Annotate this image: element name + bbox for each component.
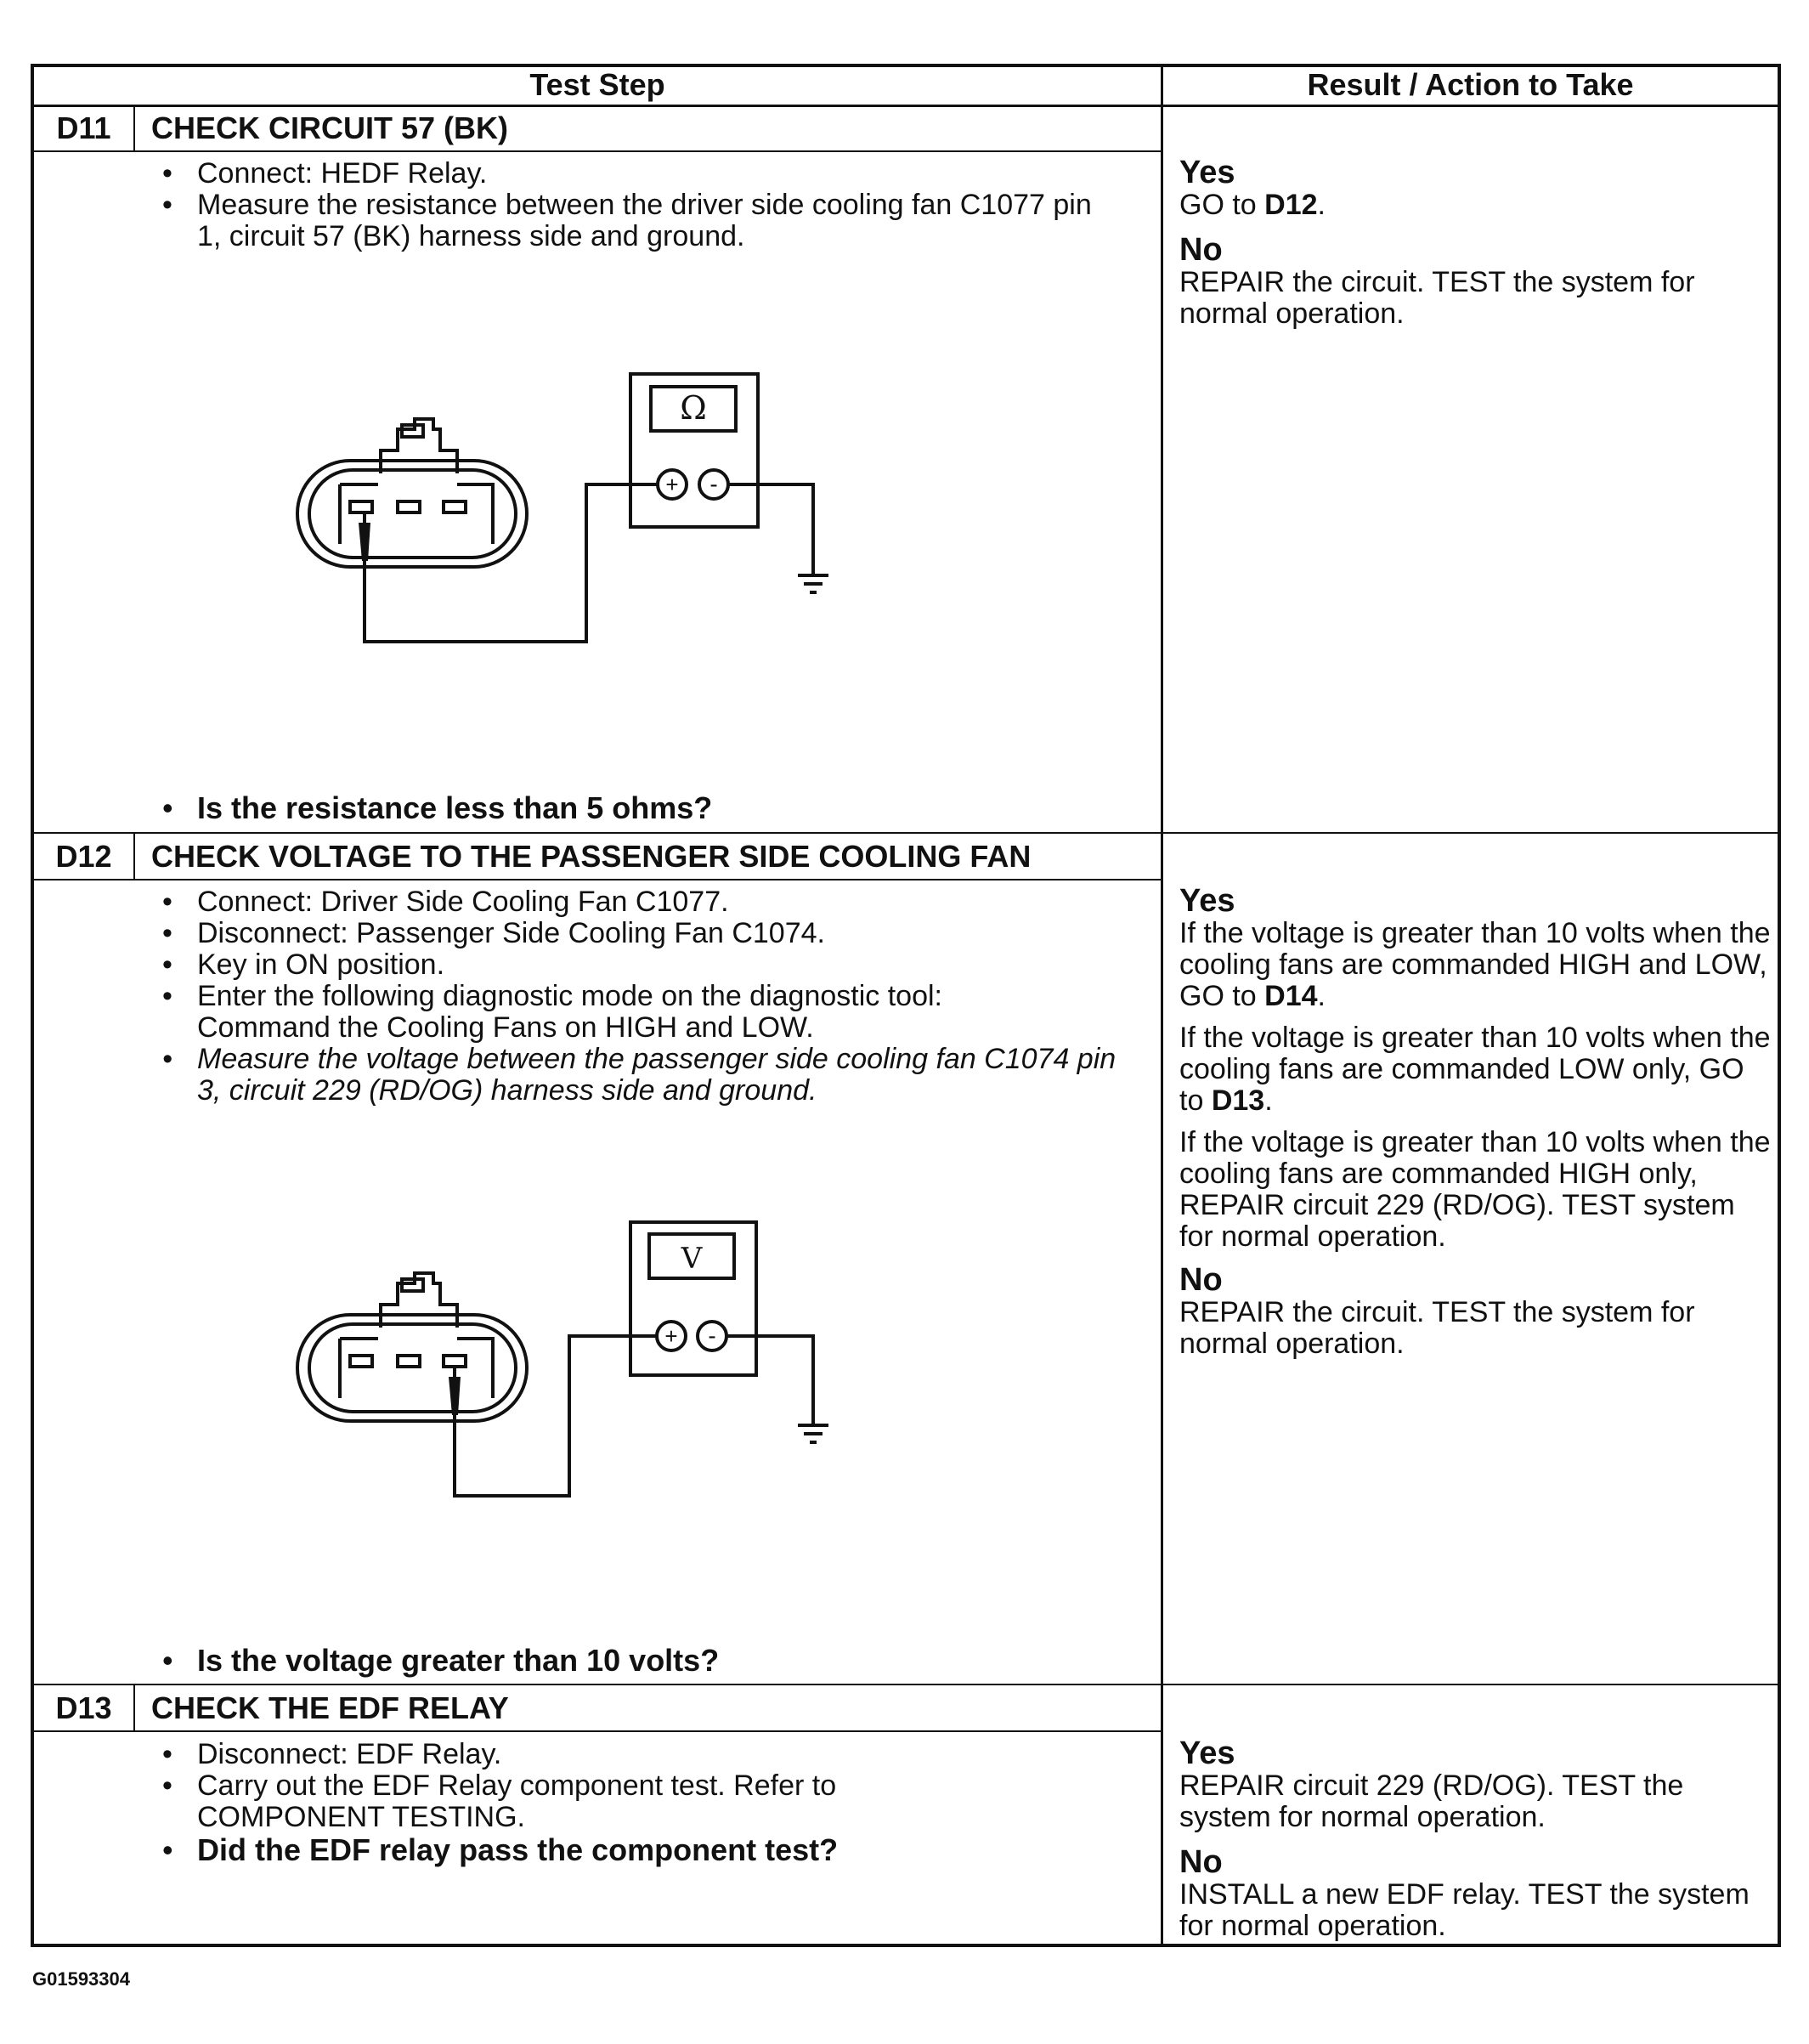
d11-yes-label: Yes (1179, 155, 1235, 190)
d13-id-divider (133, 1685, 135, 1731)
list-item: • Connect: HEDF Relay. (150, 158, 1118, 190)
d12-title-divider (31, 879, 1162, 880)
row-divider-d12 (31, 832, 1781, 834)
d13-step-list (150, 1739, 965, 1833)
list-item: • Measure the resistance between the driver side cooling fan C1077 pin 1, circuit 57 (BK) harness side and ground. (150, 190, 1118, 252)
list-item: • Disconnect: Passenger Side Cooling Fan C1074. (150, 918, 1127, 949)
d12-result (1179, 884, 1774, 1360)
period: . (1264, 1084, 1273, 1117)
pin-3 (444, 1356, 466, 1367)
d11-no-text: REPAIR the circuit. TEST the system for normal operation. (1179, 266, 1695, 330)
d13-yes-label: Yes (1179, 1735, 1235, 1771)
d12-yes-2: If the voltage is greater than 10 volts when the cooling fans are commanded LOW only, GO to (1179, 1022, 1771, 1117)
d12-question: • Is the voltage greater than 10 volts? (150, 1644, 719, 1678)
d12-yes-2-ref: D13 (1211, 1084, 1265, 1117)
step-title-d12: CHECK VOLTAGE TO THE PASSENGER SIDE COOLING FAN (151, 839, 1032, 874)
d11-question: • Is the resistance less than 5 ohms? (150, 791, 712, 825)
volt-symbol: V (681, 1242, 703, 1276)
step-title-d13: CHECK THE EDF RELAY (151, 1690, 509, 1725)
d13-title-divider (31, 1730, 1162, 1732)
d11-wiring-diagram (289, 361, 850, 650)
period: . (1317, 980, 1326, 1012)
pin-1 (350, 501, 372, 512)
d13-question: • Did the EDF relay pass the component test? (150, 1833, 838, 1867)
d11-result (1179, 156, 1774, 342)
d13-yes-text: REPAIR circuit 229 (RD/OG). TEST the system for normal operation. (1179, 1769, 1684, 1833)
list-item: • Connect: Driver Side Cooling Fan C1077. (150, 886, 1127, 918)
plus-terminal: + (665, 472, 679, 497)
pin-2 (398, 1356, 420, 1367)
list-item: • Disconnect: EDF Relay. (150, 1739, 965, 1770)
step-id-d13: D13 (55, 1690, 112, 1725)
d12-id-divider (133, 834, 135, 880)
minus-terminal: - (709, 471, 718, 497)
list-item: • Enter the following diagnostic mode on the diagnostic tool: Command the Cooling Fans on HIGH and LOW. (150, 981, 1127, 1044)
pin-3 (444, 501, 466, 512)
d11-step-list (150, 158, 1118, 252)
list-item: • Carry out the EDF Relay component test. Refer to COMPONENT TESTING. (150, 1770, 965, 1833)
d12-no-text: REPAIR the circuit. TEST the system for normal operation. (1179, 1296, 1695, 1360)
d11-id-divider (133, 106, 135, 151)
pin-2 (398, 501, 420, 512)
column-divider (1161, 64, 1163, 1947)
ohm-symbol: Ω (680, 389, 707, 427)
d12-wiring-diagram (289, 1215, 850, 1504)
table-border-left (31, 64, 34, 1947)
step-title-d11: CHECK CIRCUIT 57 (BK) (151, 110, 509, 145)
d12-step-list (150, 886, 1127, 1107)
d11-no-label: No (1179, 232, 1223, 268)
step-id-d11: D11 (56, 110, 111, 145)
d12-yes-1: If the voltage is greater than 10 volts when the cooling fans are commanded HIGH and LOW, GO to (1179, 917, 1771, 1012)
d13-no-text: INSTALL a new EDF relay. TEST the system for normal operation. (1179, 1878, 1750, 1942)
table-border-right (1778, 64, 1781, 1947)
list-item: • Measure the voltage between the passenger side cooling fan C1074 pin 3, circuit 229 (RD/OG) harness side and ground. (150, 1044, 1127, 1107)
d13-result (1179, 1736, 1774, 1954)
d11-yes-end: . (1317, 189, 1326, 221)
d11-yes-text: GO to (1179, 189, 1265, 221)
list-item: • Key in ON position. (150, 949, 1127, 981)
d12-yes-1-ref: D14 (1264, 980, 1318, 1012)
d12-no-label: No (1179, 1262, 1223, 1298)
row-divider-d13 (31, 1684, 1781, 1685)
minus-terminal: - (708, 1322, 716, 1349)
pin-1 (350, 1356, 372, 1367)
step-id-d12: D12 (55, 839, 112, 874)
d11-title-divider (31, 150, 1162, 152)
plus-terminal: + (664, 1323, 678, 1349)
figure-code: G01593304 (32, 1968, 130, 1990)
d13-no-label: No (1179, 1844, 1223, 1880)
header-test-step: Test Step (529, 67, 665, 102)
d12-yes-label: Yes (1179, 883, 1235, 919)
header-result-action: Result / Action to Take (1307, 67, 1634, 102)
d11-yes-ref: D12 (1264, 189, 1318, 221)
d12-yes-3: If the voltage is greater than 10 volts when the cooling fans are commanded HIGH only, REPAIR circuit 229 (RD/OG). TEST system for normal operation. (1179, 1126, 1771, 1253)
